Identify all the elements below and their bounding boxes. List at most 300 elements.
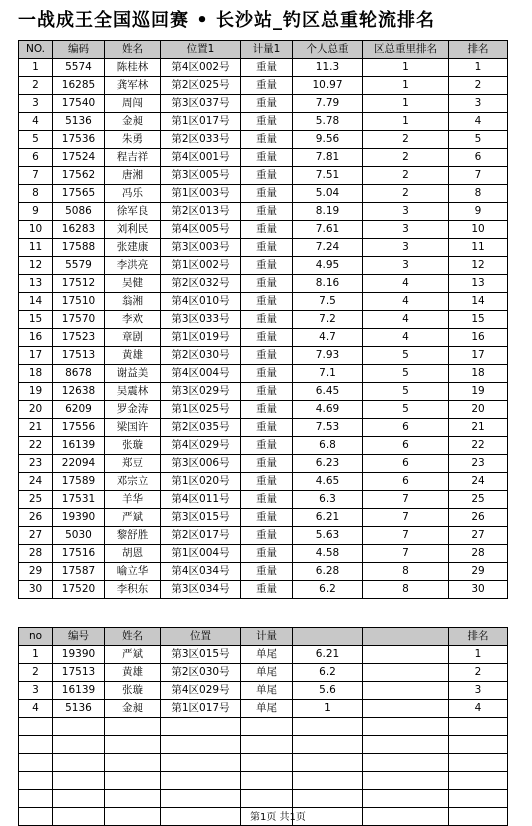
table-row [19,257,508,275]
table-row [19,59,508,77]
table-cell: 17520 [53,581,105,599]
table-cell: 11 [19,239,53,257]
table-cell: 黄雄 [105,347,161,365]
empty-cell [53,772,105,790]
table-cell: 9 [19,203,53,221]
single-header-row [19,628,508,646]
table-cell: 16283 [53,221,105,239]
table-cell: 4 [363,329,449,347]
table-cell: 7 [363,545,449,563]
empty-cell [449,718,508,736]
empty-cell [105,808,161,826]
table-row [19,131,508,149]
empty-cell [293,772,363,790]
table-cell: 15 [19,311,53,329]
table-cell: 10 [449,221,508,239]
column-header: 排名 [449,41,508,59]
table-cell: 1 [363,77,449,95]
empty-cell [105,718,161,736]
table-cell: 5136 [53,113,105,131]
table-cell: 30 [19,581,53,599]
table-cell: 27 [449,527,508,545]
table-cell: 李洪亮 [105,257,161,275]
table-cell: 3 [363,203,449,221]
table-cell: 19390 [53,509,105,527]
table-cell: 5 [363,365,449,383]
table-cell: 喻立华 [105,563,161,581]
table-cell: 第4区029号 [161,437,241,455]
table-cell: 17587 [53,563,105,581]
table-cell: 17513 [53,347,105,365]
empty-cell [105,790,161,808]
table-cell: 程吉祥 [105,149,161,167]
table-cell: 8 [363,563,449,581]
table-cell: 第3区033号 [161,311,241,329]
table-cell: 5136 [53,700,105,718]
table-cell: 5 [363,401,449,419]
table-cell: 第1区025号 [161,401,241,419]
table-cell: 重量 [241,113,293,131]
table-cell [363,682,449,700]
table-cell: 17540 [53,95,105,113]
column-header: 编号 [53,628,105,646]
column-header: 区总重里排名 [363,41,449,59]
column-header: 姓名 [105,628,161,646]
empty-row [19,754,508,772]
table-row [19,221,508,239]
table-cell: 翁湘 [105,293,161,311]
table-cell: 8.19 [293,203,363,221]
column-header: 个人总重 [293,41,363,59]
table-cell: 第4区002号 [161,59,241,77]
table-cell: 重量 [241,311,293,329]
table-cell: 吴健 [105,275,161,293]
table-cell: 17565 [53,185,105,203]
table-cell: 5 [449,131,508,149]
empty-cell [19,790,53,808]
table-row [19,563,508,581]
table-cell: 7.93 [293,347,363,365]
table-cell: 4.65 [293,473,363,491]
table-cell: 10 [19,221,53,239]
table-cell: 5579 [53,257,105,275]
table-cell: 6.8 [293,437,363,455]
table-cell: 19 [449,383,508,401]
table-cell: 5.78 [293,113,363,131]
table-row [19,437,508,455]
table-cell: 重量 [241,293,293,311]
table-cell [363,664,449,682]
table-cell: 第1区019号 [161,329,241,347]
table-cell: 21 [19,419,53,437]
table-cell: 重量 [241,365,293,383]
table-cell: 吴震林 [105,383,161,401]
empty-cell [363,736,449,754]
table-cell: 2 [363,131,449,149]
table-row [19,581,508,599]
table-cell: 重量 [241,275,293,293]
table-cell: 7.81 [293,149,363,167]
table-cell: 7.61 [293,221,363,239]
table-cell: 重量 [241,257,293,275]
table-cell: 严斌 [105,509,161,527]
table-cell: 6.21 [293,509,363,527]
table-cell: 6 [363,455,449,473]
table-cell: 17516 [53,545,105,563]
table-cell: 7 [363,509,449,527]
table-cell: 第2区035号 [161,419,241,437]
empty-cell [363,772,449,790]
empty-cell [293,790,363,808]
table-cell: 30 [449,581,508,599]
table-row [19,401,508,419]
table-cell: 第4区001号 [161,149,241,167]
table-cell: 6.45 [293,383,363,401]
table-cell: 8 [449,185,508,203]
table-cell: 3 [363,257,449,275]
empty-cell [53,736,105,754]
table-cell: 4 [363,293,449,311]
table-cell: 张建康 [105,239,161,257]
table-cell: 第4区010号 [161,293,241,311]
table-cell: 6.28 [293,563,363,581]
empty-cell [19,736,53,754]
empty-cell [53,790,105,808]
empty-cell [241,772,293,790]
table-row [19,646,508,664]
page-footer: 第1页 共1页 [250,812,306,823]
table-cell: 第4区011号 [161,491,241,509]
table-cell: 20 [19,401,53,419]
table-row [19,167,508,185]
table-cell: 4 [19,700,53,718]
table-cell: 陈桂林 [105,59,161,77]
table-cell: 3 [363,221,449,239]
column-header: 编码 [53,41,105,59]
table-row [19,311,508,329]
table-cell: 1 [449,59,508,77]
table-cell: 28 [449,545,508,563]
table-cell: 2 [363,149,449,167]
page-title: 一战成王全国巡回赛 • 长沙站_钓区总重轮流排名 [18,10,436,31]
empty-cell [19,718,53,736]
table-cell: 4 [449,113,508,131]
table-cell [363,700,449,718]
table-cell: 3 [449,682,508,700]
table-cell: 张璇 [105,682,161,700]
table-cell: 6.2 [293,581,363,599]
table-cell: 5 [363,347,449,365]
table-cell: 第3区015号 [161,646,241,664]
table-cell: 21 [449,419,508,437]
table-cell: 罗金涛 [105,401,161,419]
table-cell: 4 [19,113,53,131]
empty-cell [161,808,241,826]
table-cell: 黎舒胜 [105,527,161,545]
table-cell: 重量 [241,491,293,509]
table-cell: 5 [19,131,53,149]
table-cell: 徐军良 [105,203,161,221]
table-cell: 17523 [53,329,105,347]
table-cell: 3 [19,682,53,700]
table-cell: 第1区017号 [161,700,241,718]
table-cell: 3 [19,95,53,113]
table-cell: 17562 [53,167,105,185]
table-cell: 4 [449,700,508,718]
table-cell: 5086 [53,203,105,221]
table-cell: 6 [19,149,53,167]
empty-cell [161,790,241,808]
column-header: 排名 [449,628,508,646]
table-cell: 重量 [241,77,293,95]
table-cell: 29 [19,563,53,581]
table-cell: 1 [363,59,449,77]
table-cell: 重量 [241,185,293,203]
table-cell: 4.95 [293,257,363,275]
table-cell: 7.79 [293,95,363,113]
table-cell: 17536 [53,131,105,149]
table-cell: 17556 [53,419,105,437]
table-cell: 17531 [53,491,105,509]
table-cell: 第1区017号 [161,113,241,131]
table-cell: 4.7 [293,329,363,347]
table-row [19,365,508,383]
table-cell: 14 [449,293,508,311]
table-cell: 第4区034号 [161,563,241,581]
table-row [19,527,508,545]
table-cell: 10.97 [293,77,363,95]
table-cell: 周闯 [105,95,161,113]
table-cell: 2 [19,664,53,682]
table-cell: 17512 [53,275,105,293]
table-cell: 4.58 [293,545,363,563]
table-cell: 羊华 [105,491,161,509]
table-cell: 17524 [53,149,105,167]
column-header: 计量1 [241,41,293,59]
empty-cell [241,790,293,808]
table-cell: 重量 [241,401,293,419]
table-cell: 4 [363,311,449,329]
table-cell: 17 [19,347,53,365]
table-cell: 13 [449,275,508,293]
table-cell: 1 [363,113,449,131]
table-cell: 重量 [241,131,293,149]
table-cell: 严斌 [105,646,161,664]
table-cell: 14 [19,293,53,311]
table-cell: 20 [449,401,508,419]
table-cell: 12 [449,257,508,275]
table-cell: 第2区030号 [161,664,241,682]
table-cell: 李积东 [105,581,161,599]
table-cell: 7 [19,167,53,185]
table-cell: 17589 [53,473,105,491]
table-cell: 重量 [241,221,293,239]
table-cell: 2 [19,77,53,95]
table-cell: 第2区032号 [161,275,241,293]
table-cell: 6.23 [293,455,363,473]
table-cell: 1 [293,700,363,718]
empty-cell [293,718,363,736]
table-cell: 唐湘 [105,167,161,185]
empty-cell [241,754,293,772]
table-cell: 26 [19,509,53,527]
table-row [19,491,508,509]
table-cell: 25 [19,491,53,509]
empty-cell [161,736,241,754]
table-row [19,347,508,365]
empty-cell [161,754,241,772]
table-cell: 17513 [53,664,105,682]
column-header [363,628,449,646]
table-cell: 7.2 [293,311,363,329]
table-cell: 重量 [241,95,293,113]
table-cell: 重量 [241,545,293,563]
empty-row [19,718,508,736]
table-cell: 11.3 [293,59,363,77]
table-cell: 重量 [241,203,293,221]
table-cell: 重量 [241,149,293,167]
table-cell: 5 [363,383,449,401]
table-cell: 第4区005号 [161,221,241,239]
empty-cell [53,754,105,772]
table-cell: 第3区037号 [161,95,241,113]
table-cell: 6 [363,419,449,437]
table-cell: 18 [19,365,53,383]
table-row [19,545,508,563]
table-cell: 重量 [241,581,293,599]
empty-cell [105,772,161,790]
table-cell: 第3区003号 [161,239,241,257]
empty-row [19,790,508,808]
table-cell: 28 [19,545,53,563]
column-header: no [19,628,53,646]
table-cell: 3 [363,239,449,257]
table-row [19,383,508,401]
empty-cell [363,754,449,772]
empty-row [19,772,508,790]
table-cell: 16139 [53,682,105,700]
table-cell: 17588 [53,239,105,257]
table-row [19,239,508,257]
empty-cell [53,808,105,826]
table-cell: 6209 [53,401,105,419]
table-cell: 第2区013号 [161,203,241,221]
table-row [19,700,508,718]
table-cell: 3 [449,95,508,113]
empty-cell [161,772,241,790]
empty-cell [105,754,161,772]
table-cell: 12638 [53,383,105,401]
table-cell: 6.2 [293,664,363,682]
table-cell: 22094 [53,455,105,473]
table-cell: 5574 [53,59,105,77]
table-cell: 重量 [241,167,293,185]
column-header: 姓名 [105,41,161,59]
table-cell: 7.1 [293,365,363,383]
table-row [19,77,508,95]
empty-cell [161,718,241,736]
empty-cell [19,772,53,790]
table-cell: 第3区029号 [161,383,241,401]
table-cell: 7 [449,167,508,185]
table-cell: 重量 [241,329,293,347]
table-cell: 2 [449,664,508,682]
empty-cell [449,772,508,790]
table-row [19,185,508,203]
table-row [19,149,508,167]
table-cell: 6 [363,437,449,455]
ranking-table [18,40,508,599]
table-cell: 26 [449,509,508,527]
table-cell: 第3区005号 [161,167,241,185]
table-cell: 第3区034号 [161,581,241,599]
table-cell: 龚军林 [105,77,161,95]
table-cell: 6 [363,473,449,491]
table-cell: 22 [19,437,53,455]
empty-cell [19,808,53,826]
table-cell: 5.6 [293,682,363,700]
table-cell: 23 [19,455,53,473]
table-cell: 第1区020号 [161,473,241,491]
table-row [19,419,508,437]
table-cell: 19 [19,383,53,401]
table-row [19,275,508,293]
table-cell: 第4区029号 [161,682,241,700]
table-cell: 17 [449,347,508,365]
table-cell: 重量 [241,419,293,437]
table-cell: 4.69 [293,401,363,419]
table-cell: 重量 [241,473,293,491]
table-cell: 24 [449,473,508,491]
table-cell: 1 [19,646,53,664]
empty-cell [449,736,508,754]
table-cell: 谢益美 [105,365,161,383]
table-cell: 金昶 [105,700,161,718]
table-cell: 29 [449,563,508,581]
table-cell: 单尾 [241,700,293,718]
table-cell: 18 [449,365,508,383]
table-cell: 6.21 [293,646,363,664]
table-cell: 2 [449,77,508,95]
table-cell: 第2区033号 [161,131,241,149]
table-cell: 1 [363,95,449,113]
table-cell: 9.56 [293,131,363,149]
table-row [19,293,508,311]
table-row [19,455,508,473]
table-cell: 13 [19,275,53,293]
table-cell: 单尾 [241,682,293,700]
table-cell: 2 [363,167,449,185]
table-cell: 重量 [241,347,293,365]
table-cell: 单尾 [241,646,293,664]
table-cell: 7 [363,491,449,509]
table-cell: 郑豆 [105,455,161,473]
table-cell: 邓宗立 [105,473,161,491]
table-cell: 朱勇 [105,131,161,149]
table-cell: 7.5 [293,293,363,311]
table-cell: 4 [363,275,449,293]
empty-cell [449,754,508,772]
table-cell: 黄雄 [105,664,161,682]
empty-row [19,736,508,754]
empty-cell [449,790,508,808]
column-header: NO. [19,41,53,59]
table-cell: 重量 [241,527,293,545]
table-cell: 单尾 [241,664,293,682]
table-cell: 重量 [241,437,293,455]
table-row [19,664,508,682]
table-cell: 5.63 [293,527,363,545]
